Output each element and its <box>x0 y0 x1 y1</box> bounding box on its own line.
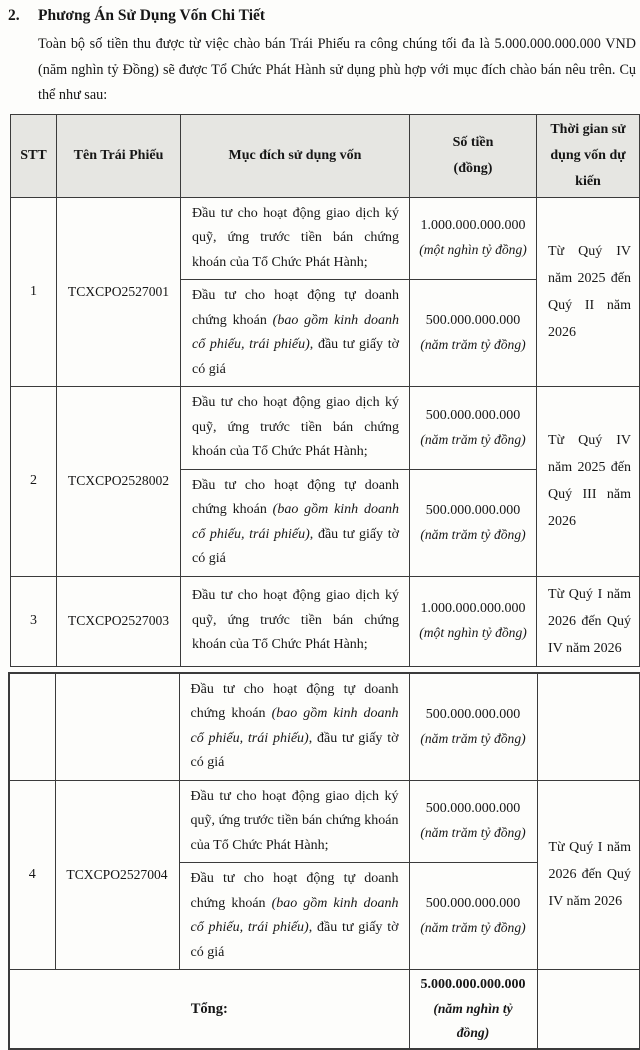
section-heading <box>8 6 637 26</box>
purpose-text: Đầu tư cho hoạt động tự doanh chứng khoán <box>192 478 399 518</box>
table-row-continuation <box>9 673 640 781</box>
amount-words: (một nghìn tỷ đồng) <box>416 621 530 645</box>
purpose-text-italic: (bao gồm kinh doanh cổ phiếu, trái phiếu) <box>191 706 399 746</box>
total-amount-words: (năm nghìn tỷ đồng) <box>416 997 531 1045</box>
bond-name-cell: TCXCPO2528002 <box>57 387 181 577</box>
total-row <box>9 970 640 1050</box>
purpose-text: Đầu tư cho hoạt động tự doanh chứng khoán <box>192 288 399 328</box>
amount-cell <box>410 280 537 387</box>
purpose-text: Đầu tư cho hoạt động tự doanh chứng khoán <box>191 682 399 722</box>
amount-number: 1.000.000.000.000 <box>416 214 530 238</box>
empty-stt-cell <box>9 673 55 781</box>
empty-time-cell <box>537 970 640 1050</box>
col-header-time: Thời gian sử dụng vốn dự kiến <box>537 114 640 197</box>
purpose-cell: Đầu tư cho hoạt động giao dịch ký quỹ, ứng trước tiền bán chứng khoán của Tổ Chức Phát Hành; <box>181 576 410 666</box>
purpose-text: , đầu tư giấy tờ có giá <box>192 337 399 377</box>
section-number: 2. <box>8 6 38 26</box>
amount-cell <box>410 469 537 576</box>
time-cell: Từ Quý I năm 2026 đến Quý IV năm 2026 <box>537 576 640 666</box>
amount-number: 500.000.000.000 <box>416 797 531 821</box>
stt-cell: 4 <box>9 780 55 970</box>
purpose-text: , đầu tư giấy tờ có giá <box>191 920 399 960</box>
amount-words: (năm trăm tỷ đồng) <box>416 523 530 547</box>
amount-cell <box>410 197 537 280</box>
amount-number: 500.000.000.000 <box>416 892 531 916</box>
bond-name-cell: TCXCPO2527003 <box>57 576 181 666</box>
amount-words: (một nghìn tỷ đồng) <box>416 238 530 262</box>
purpose-cell: Đầu tư cho hoạt động giao dịch ký quỹ, ứng trước tiền bán chứng khoán của Tổ Chức Phát Hành; <box>181 197 410 280</box>
amount-cell <box>410 387 537 470</box>
purpose-text: , đầu tư giấy tờ có giá <box>191 731 399 771</box>
table-row <box>11 197 640 280</box>
stt-cell: 2 <box>11 387 57 577</box>
purpose-cell <box>181 469 410 576</box>
amount-number: 1.000.000.000.000 <box>416 597 530 621</box>
section-title: Phương Án Sử Dụng Vốn Chi Tiết <box>38 6 265 26</box>
purpose-text-italic: (bao gồm kinh doanh cổ phiếu, trái phiếu) <box>192 502 399 542</box>
bond-name-cell: TCXCPO2527001 <box>57 197 181 387</box>
amount-header-line1: Số tiền <box>414 130 532 156</box>
purpose-text-italic: (bao gồm kinh doanh cổ phiếu, trái phiếu) <box>192 313 399 353</box>
table-row <box>11 576 640 666</box>
col-header-purpose: Mục đích sử dụng vốn <box>181 114 410 197</box>
empty-bond-name-cell <box>55 673 179 781</box>
amount-number: 500.000.000.000 <box>416 404 530 428</box>
amount-words: (năm trăm tỷ đồng) <box>416 727 531 751</box>
amount-words: (năm trăm tỷ đồng) <box>416 428 530 452</box>
time-cell: Từ Quý IV năm 2025 đến Quý III năm 2026 <box>537 387 640 577</box>
purpose-cell <box>181 280 410 387</box>
purpose-cell <box>179 673 409 781</box>
purpose-text-italic: (bao gồm kinh doanh cổ phiếu, trái phiếu) <box>191 896 399 936</box>
amount-number: 500.000.000.000 <box>416 309 530 333</box>
col-header-amount <box>410 114 537 197</box>
amount-cell <box>410 576 537 666</box>
purpose-text: Đầu tư cho hoạt động tự doanh chứng khoán <box>191 871 399 911</box>
amount-words: (năm trăm tỷ đồng) <box>416 821 531 845</box>
total-amount-cell <box>409 970 537 1050</box>
amount-words: (năm trăm tỷ đồng) <box>416 333 530 357</box>
empty-time-cell <box>537 673 640 781</box>
stt-cell: 3 <box>11 576 57 666</box>
capital-use-table-page1 <box>10 114 640 667</box>
time-cell: Từ Quý IV năm 2025 đến Quý II năm 2026 <box>537 197 640 387</box>
purpose-cell: Đầu tư cho hoạt động giao dịch ký quỹ, ứng trước tiền bán chứng khoán của Tổ Chức Phát Hành; <box>179 780 409 863</box>
amount-header-line2: (đồng) <box>414 156 532 182</box>
purpose-text: , đầu tư giấy tờ có giá <box>192 527 399 567</box>
table-row <box>11 387 640 470</box>
amount-number: 500.000.000.000 <box>416 499 530 523</box>
table-header-row <box>11 114 640 197</box>
table-row <box>9 780 640 863</box>
bond-name-cell: TCXCPO2527004 <box>55 780 179 970</box>
stt-cell: 1 <box>11 197 57 387</box>
amount-cell <box>409 673 537 781</box>
capital-use-table-page2 <box>8 672 640 1050</box>
amount-words: (năm trăm tỷ đồng) <box>416 916 531 940</box>
time-cell: Từ Quý I năm 2026 đến Quý IV năm 2026 <box>537 780 640 970</box>
total-amount-number: 5.000.000.000.000 <box>416 973 531 997</box>
amount-number: 500.000.000.000 <box>416 703 531 727</box>
amount-cell <box>409 780 537 863</box>
col-header-stt: STT <box>11 114 57 197</box>
purpose-cell: Đầu tư cho hoạt động giao dịch ký quỹ, ứng trước tiền bán chứng khoán của Tổ Chức Phát Hành; <box>181 387 410 470</box>
total-label-cell: Tổng: <box>9 970 409 1050</box>
amount-cell <box>409 863 537 970</box>
col-header-bond-name: Tên Trái Phiếu <box>57 114 181 197</box>
purpose-cell <box>179 863 409 970</box>
intro-paragraph: Toàn bộ số tiền thu được từ việc chào bán Trái Phiếu ra công chúng tối đa là 5.000.000.000.000 VND (năm nghìn tỷ Đồng) sẽ được Tổ Chức Phát Hành sử dụng phù hợp với mục đích chào bán nêu trên. Cụ thể như sau: <box>38 32 636 109</box>
